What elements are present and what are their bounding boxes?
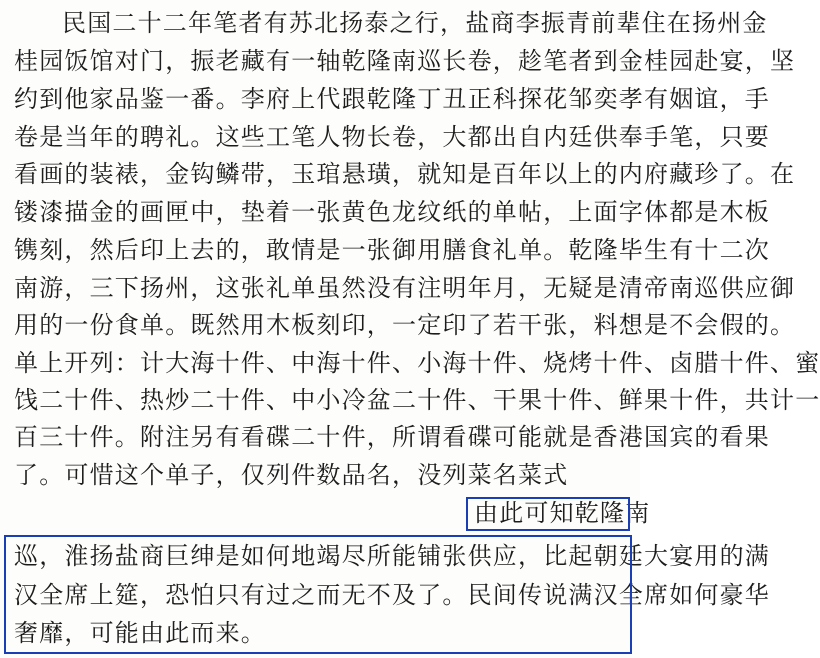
text-line-13: 了。可惜这个单子，仅列件数品名，没列菜名菜式	[14, 461, 569, 489]
text-line-3: 约到他家品鉴一番。李府上代跟乾隆丁丑正科探花邹奕孝有姻谊，手	[14, 85, 770, 113]
text-line-2: 桂园饭馆对门，振老藏有一轴乾隆南巡长卷，趁笔者到金桂园赴宴，坚	[14, 47, 796, 75]
highlighted-inline-text: 由此可知乾隆南	[474, 499, 651, 527]
text-line-4: 卷是当年的聘礼。这些工笔人物长卷，大都出自内廷供奉手笔，只要	[14, 123, 770, 151]
text-line-6: 镂漆描金的画匣中，垫着一张黄色龙纹纸的单帖，上面字体都是木板	[14, 198, 770, 226]
highlight-box-inline	[466, 497, 630, 531]
text-line-10: 单上开列：计大海十件、中海十件、小海十件、烧烤十件、卤腊十件、蜜	[14, 349, 820, 377]
text-line-5: 看画的装裱，金钩鳞带，玉琯悬璜，就知是百年以上的内府藏珍了。在	[14, 160, 796, 188]
text-line-16: 汉全席上筵，恐怕只有过之而无不及了。民间传说满汉全席如何豪华	[14, 581, 770, 609]
text-line-17: 奢靡，可能由此而来。	[14, 619, 266, 647]
text-line-12: 百三十件。附注另有看碟二十件，所谓看碟可能就是香港国宾的看果	[14, 423, 770, 451]
text-line-8: 南游，三下扬州，这张礼单虽然没有注明年月，无疑是清帝南巡供应御	[14, 274, 796, 302]
text-line-9: 用的一份食单。既然用木板刻印，一定印了若干张，料想是不会假的。	[14, 311, 796, 339]
text-line-11: 饯二十件、热炒二十件、中小冷盆二十件、干果十件、鲜果十件，共计一	[14, 386, 820, 414]
text-line-7: 镌刻，然后印上去的，敢情是一张御用膳食礼单。乾隆毕生有十二次	[14, 236, 770, 264]
text-line-14	[14, 494, 464, 532]
highlight-box-paragraph	[4, 535, 632, 654]
text-line-1: 民国二十二年笔者有苏北扬泰之行，盐商李振青前辈住在扬州金	[62, 9, 768, 37]
text-line-15: 巡，淮扬盐商巨绅是如何地竭尽所能铺张供应，比起朝廷大宴用的满	[14, 542, 770, 570]
